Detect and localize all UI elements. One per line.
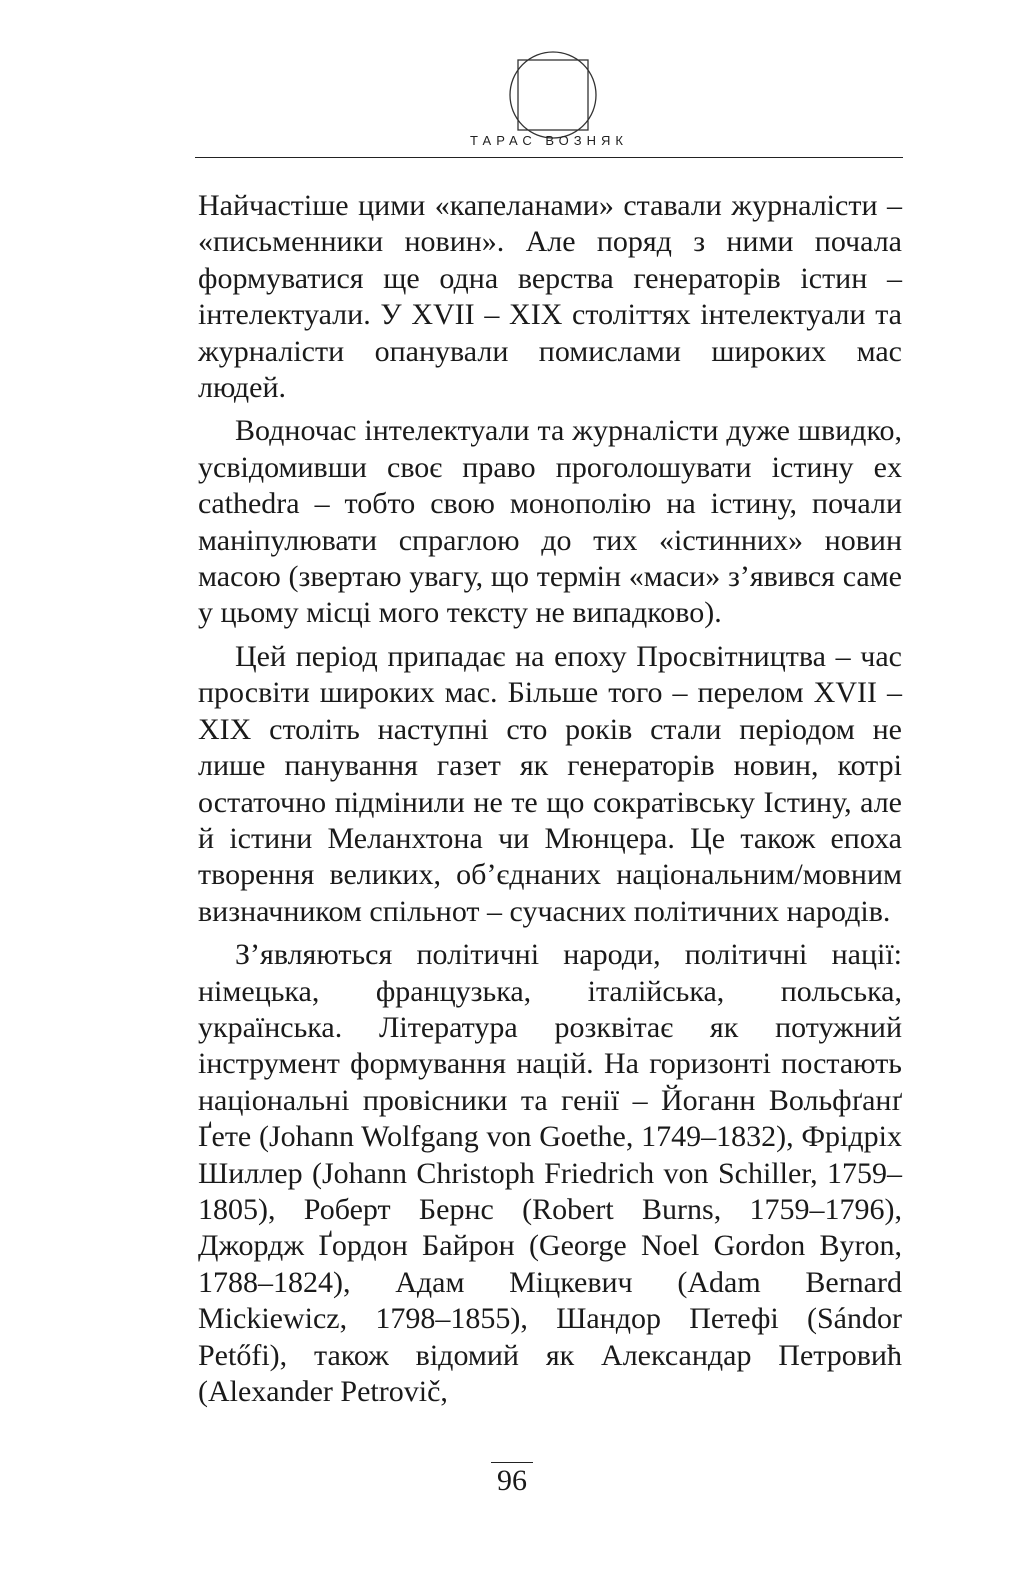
page-footer: [0, 1462, 1024, 1497]
header-rule: [195, 157, 903, 158]
running-head: ТАРАС ВОЗНЯК: [470, 133, 628, 148]
page-number: 96: [491, 1462, 533, 1497]
paragraph-2: Водночас інтелектуали та журналісти дуже швидко, усвідомивши своє право проголошувати істину ex cathedra – тобто свою монополію на істину, почали маніпулювати спраглою до тих «істинних» новин масою (звертаю увагу, що термін «маси» з’явився саме у цьому місці мого тексту не випадково).: [198, 414, 902, 630]
paragraph-4: З’являються політичні народи, політичні нації: німецька, французька, італійська, польська, українська. Література розквітає як потужний інструмент формування націй. На горизонті постають національні провісники та генії – Йоганн Вольфґанґ Ґете (Johann Wolfgang von Goethe, 1749–1832), Фрідріх Шиллер (Johann Christoph Friedrich von Schiller, 1759–1805), Роберт Бернс (Robert Burns, 1759–1796), Джордж Ґордон Байрон (George Noel Gordon Byron, 1788–1824), Адам Міцкевич (Adam Bernard Mickiewicz, 1798–1855), Шандор Петефі (Sándor Petőfi), також відомий як Александар Петровић (Alexander Petrovič,: [198, 938, 902, 1408]
body-text: [198, 188, 902, 1417]
paragraph-1: Найчастіше цими «капеланами» ставали журналісти – «письменники новин». Але поряд з ними почала формуватися ще одна верства генераторів істин – інтелектуали. У XVII – XIX століттях інтелектуали та журналісти опанували помислами широких мас людей.: [198, 189, 902, 405]
circle-square-logo-icon: [508, 50, 598, 140]
paragraph-3: Цей період припадає на епоху Просвітництва – час просвіти широких мас. Більше того – перелом XVII – XIX століть наступні сто років стали періодом не лише панування газет як генераторів новин, котрі остаточно підмінили не те що сократівську Істину, але й істини Меланхтона чи Мюнцера. Це також епоха творення великих, об’єднаних національним/мовним визначником спільнот – сучасних політичних народів.: [198, 639, 902, 928]
